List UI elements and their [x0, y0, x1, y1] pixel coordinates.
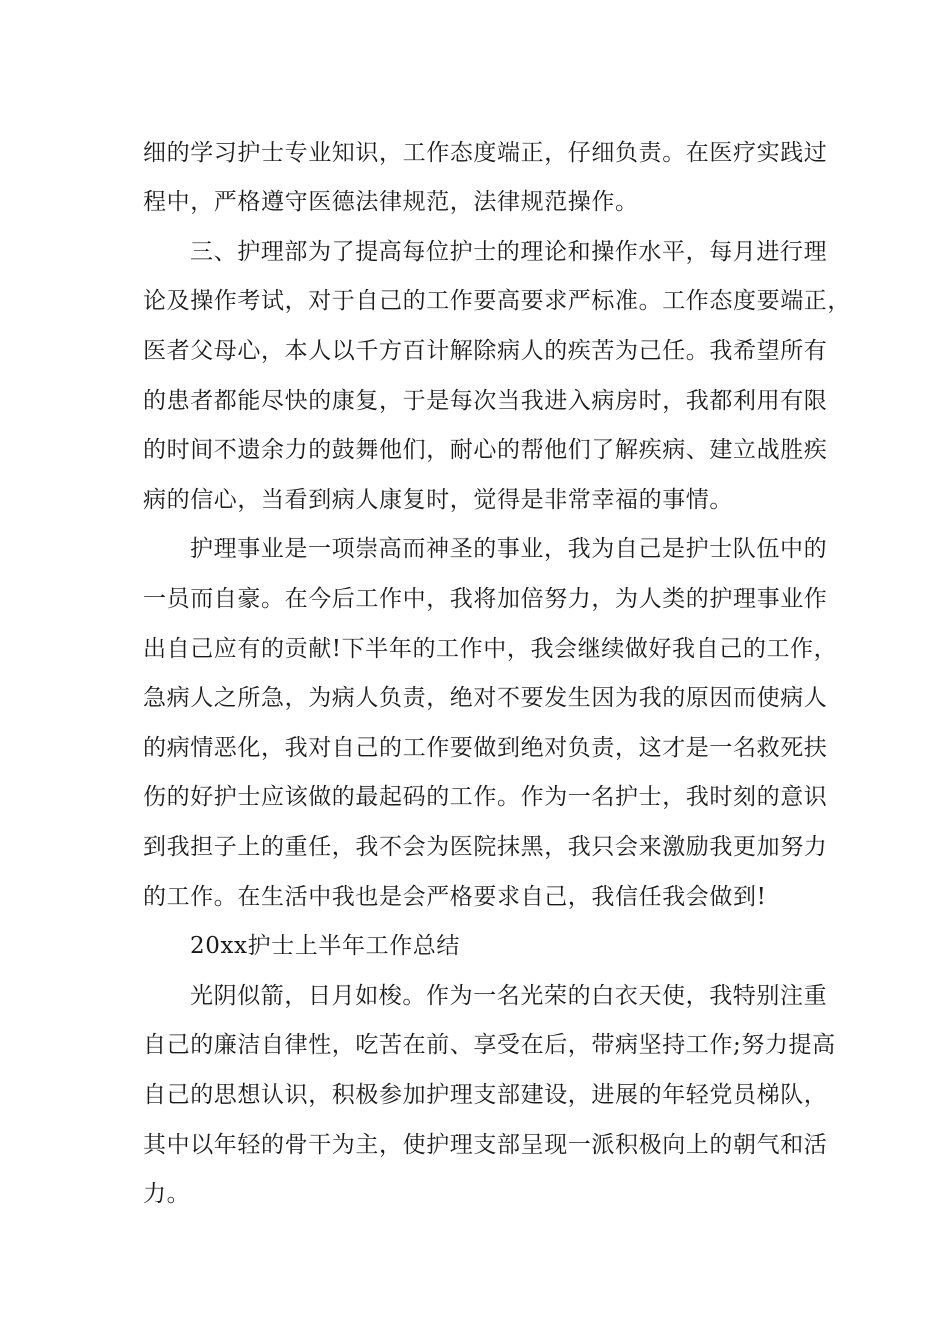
- paragraph-line: 病的信心，当看到病人康复时，觉得是非常幸福的事情。: [143, 487, 733, 513]
- paragraph-line: 其中以年轻的骨干为主，使护理支部呈现一派积极向上的朝气和活: [143, 1132, 828, 1158]
- paragraph-line: 护理事业是一项崇高而神圣的事业，我为自己是护士队伍中的: [190, 536, 828, 562]
- paragraph-line: 出自己应有的贡献!下半年的工作中，我会继续做好我自己的工作，: [143, 636, 838, 662]
- paragraph-line: 到我担子上的重任，我不会为医院抹黑，我只会来激励我更加努力: [143, 834, 828, 860]
- paragraph-line: 的病情恶化，我对自己的工作要做到绝对负责，这才是一名救死扶: [143, 735, 828, 761]
- paragraph-line: 自己的思想认识，积极参加护理支部建设，进展的年轻党员梯队，: [143, 1082, 828, 1108]
- paragraph-line: 力。: [143, 1181, 191, 1207]
- paragraph-line: 一员而自豪。在今后工作中，我将加倍努力，为人类的护理事业作: [143, 586, 828, 612]
- paragraph-line: 的患者都能尽快的康复，于是每次当我进入病房时，我都利用有限: [143, 388, 828, 414]
- paragraph-line: 的工作。在生活中我也是会严格要求自己，我信任我会做到!: [143, 884, 767, 910]
- paragraph-line: 论及操作考试，对于自己的工作要高要求严标准。工作态度要端正，: [143, 288, 851, 314]
- paragraph-line: 光阴似箭，日月如梭。作为一名光荣的白衣天使，我特别注重: [190, 983, 828, 1009]
- paragraph-line: 急病人之所急，为病人负责，绝对不要发生因为我的原因而使病人: [143, 685, 828, 711]
- paragraph-line: 伤的好护士应该做的最起码的工作。作为一名护士，我时刻的意识: [143, 784, 828, 810]
- paragraph-line: 细的学习护士专业知识，工作态度端正，仔细负责。在医疗实践过: [143, 140, 828, 166]
- paragraph-line: 的时间不遗余力的鼓舞他们，耐心的帮他们了解疾病、建立战胜疾: [143, 437, 828, 463]
- section-heading: 20xx护士上半年工作总结: [190, 933, 461, 959]
- paragraph-line: 自己的廉洁自律性，吃苦在前、享受在后，带病坚持工作;努力提高: [143, 1032, 836, 1058]
- paragraph-line: 三、护理部为了提高每位护士的理论和操作水平，每月进行理: [190, 239, 828, 265]
- paragraph-line: 程中，严格遵守医德法律规范，法律规范操作。: [143, 189, 639, 215]
- paragraph-line: 医者父母心，本人以千方百计解除病人的疾苦为己任。我希望所有: [143, 338, 828, 364]
